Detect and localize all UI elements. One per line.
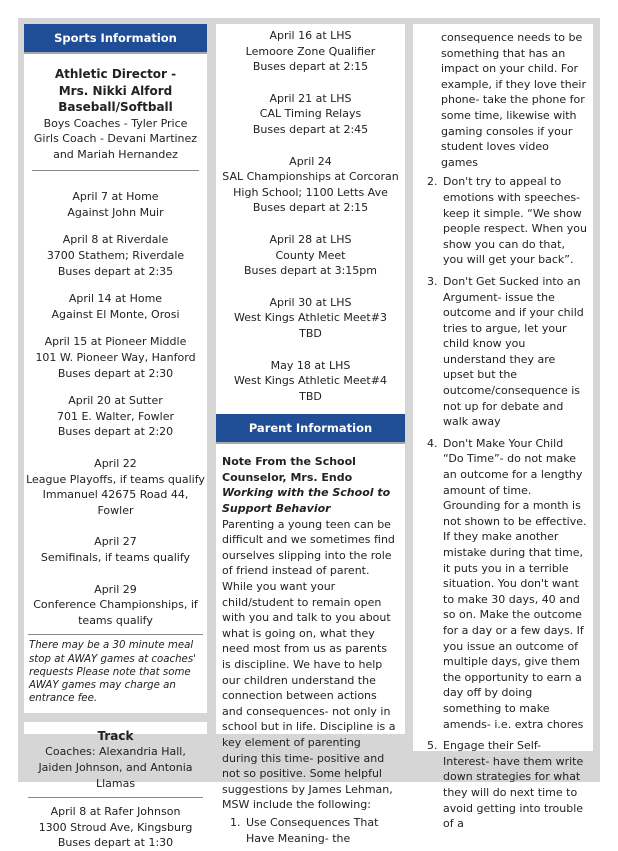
track-section <box>24 728 207 791</box>
event-bus: Buses depart at 2:20 <box>57 425 174 439</box>
event-item <box>24 189 207 220</box>
event-item <box>24 456 207 518</box>
athletic-director-title: Athletic Director - <box>54 67 177 81</box>
right-column <box>413 24 593 831</box>
section-gap <box>24 713 207 722</box>
event-detail: 101 W. Pioneer Way, Hanford <box>35 351 196 365</box>
event-item <box>24 334 207 381</box>
event-bus: Buses depart at 2:45 <box>252 122 369 136</box>
list-item: 5. Engage their Self-Interest- have them write down strategies for what they will do next time to avoid getting into trouble of a <box>441 738 587 832</box>
divider <box>28 797 203 798</box>
event-date: April 21 at LHS <box>269 91 352 105</box>
event-date: April 24 <box>289 154 332 168</box>
event-date: April 20 at Sutter <box>68 394 163 408</box>
event-detail: Immanuel 42675 Road 44, Fowler <box>42 488 189 517</box>
divider <box>28 634 203 635</box>
event-date: April 14 at Home <box>68 292 163 306</box>
event-detail: 701 E. Walter, Fowler <box>56 409 174 423</box>
event-date: April 16 at LHS <box>269 29 352 42</box>
note-title: Note From the School Counselor, Mrs. Endo <box>222 455 356 484</box>
event-bus: TBD <box>299 389 322 403</box>
event-bus: Buses depart at 2:30 <box>57 366 174 380</box>
event-detail: 3700 Stathem; Riverdale <box>46 249 185 263</box>
meal-stop-note: There may be a 30 minute meal stop at AWAY games at coaches' requests Please note that some AWAY games may charge an entrance fee. <box>29 640 196 705</box>
suggestion-list-continued <box>413 174 593 831</box>
event-item <box>216 91 405 138</box>
event-item <box>24 393 207 440</box>
note-subtitle: Working with the School to Support Behavior <box>222 486 391 516</box>
list-item: 1. Use Consequences That Have Meaning- the <box>244 815 399 846</box>
event-bus: Buses depart at 2:35 <box>57 264 174 278</box>
sports-header: Sports Information <box>24 24 207 54</box>
event-date: April 30 at LHS <box>269 295 352 309</box>
event-date: May 18 at LHS <box>270 358 351 372</box>
event-date: April 8 at Riverdale <box>62 233 169 247</box>
event-date: April 15 at Pioneer Middle <box>44 335 187 349</box>
track-event-list <box>216 28 405 404</box>
middle-column <box>216 24 405 845</box>
event-item <box>24 804 207 851</box>
event-detail: CAL Timing Relays <box>259 107 362 121</box>
event-item <box>216 28 405 75</box>
boys-coaches: Boys Coaches - Tyler Price <box>43 116 188 130</box>
event-item <box>216 295 405 342</box>
event-detail: Semifinals, if teams qualify <box>40 550 191 564</box>
event-bus: TBD <box>299 326 322 340</box>
event-date: April 7 at Home <box>72 190 159 204</box>
athletic-director-name: Mrs. Nikki Alford <box>58 83 173 98</box>
event-item <box>24 534 207 565</box>
parent-header: Parent Information <box>216 414 405 444</box>
event-detail: County Meet <box>275 248 346 262</box>
sports-column <box>24 24 207 850</box>
event-detail: SAL Championships at Corcoran High School; 1100 Letts Ave <box>222 170 399 199</box>
event-detail: League Playoffs, if teams qualify <box>26 472 205 486</box>
suggestion-list <box>216 815 405 846</box>
event-detail: Lemoore Zone Qualifier <box>245 44 376 58</box>
event-bus: Buses depart at 3:15pm <box>244 264 377 278</box>
event-date: April 28 at LHS <box>269 232 352 246</box>
event-list <box>24 189 207 628</box>
event-bus: Buses depart at 2:15 <box>252 60 369 74</box>
sport-title: Baseball/Softball <box>58 100 173 114</box>
event-item <box>216 154 405 216</box>
event-detail: West Kings Athletic Meet#3 <box>234 311 387 325</box>
event-date: April 8 at Rafer Johnson <box>50 805 181 819</box>
event-item <box>24 291 207 322</box>
track-coaches: Coaches: Alexandria Hall, Jaiden Johnson, and Antonia Llamas <box>38 745 193 790</box>
note-body: Parenting a young teen can be difficult and we sometimes find ourselves slipping into the role of friend instead of parent. While you want your child/student to remain open with you and talk to you about what is going on, what they need most from us as parents is discipline. We have to help our children understand the connection between actions and consequences- not only in school but in life. Discipline is a key element of parenting during this time- positive and not so positive. Some helpful suggestions by James Lehman, MSW include the following: <box>222 517 396 812</box>
event-bus: Buses depart at 2:15 <box>252 201 369 215</box>
event-date: April 22 <box>94 457 137 470</box>
event-date: April 27 <box>94 535 137 549</box>
event-item <box>216 358 405 405</box>
event-detail: Against El Monte, Orosi <box>51 307 180 321</box>
event-detail: Conference Championships, if teams qualify <box>33 598 198 627</box>
event-bus: Buses depart at 1:30 <box>57 836 174 850</box>
list-item: 4. Don't Make Your Child “Do Time”- do not make an outcome for a lengthy amount of time. Grounding for a month is not shown to be effective. If they make another mistake during that time, it puts you in a terrible situation. You don't want to make 30 days, 40 and so on. Make the outcome for a day or a few days. If you issue an outcome of multiple days, give them the opportunity to earn a day off by doing something to make amends- i.e. extra chores <box>441 436 587 732</box>
list-item: 2. Don't try to appeal to emotions with speeches- keep it simple. “We show people respect. When you show you can do that, you will get your back”. <box>441 174 587 268</box>
track-title: Track <box>97 729 134 744</box>
girls-coach: Girls Coach - Devani Martinez and Mariah Hernandez <box>33 132 198 161</box>
counselor-note <box>216 454 405 813</box>
event-item <box>24 582 207 629</box>
event-item <box>24 232 207 279</box>
list-item: 3. Don't Get Sucked into an Argument- issue the outcome and if your child tries to argue, let your child know you understand they are upset but the outcome/consequence is not up for debate and walk away <box>441 274 587 430</box>
event-detail: West Kings Athletic Meet#4 <box>234 374 387 388</box>
event-date: April 29 <box>94 582 137 596</box>
divider <box>32 170 199 171</box>
event-detail: 1300 Stroud Ave, Kingsburg <box>38 820 193 834</box>
event-item <box>216 232 405 279</box>
list-continuation: consequence needs to be something that has an impact on your child. For example, if they love their phone- take the phone for some time, likewise with gaming consoles if your student loves video games <box>441 31 587 169</box>
event-detail: Against John Muir <box>67 205 164 219</box>
